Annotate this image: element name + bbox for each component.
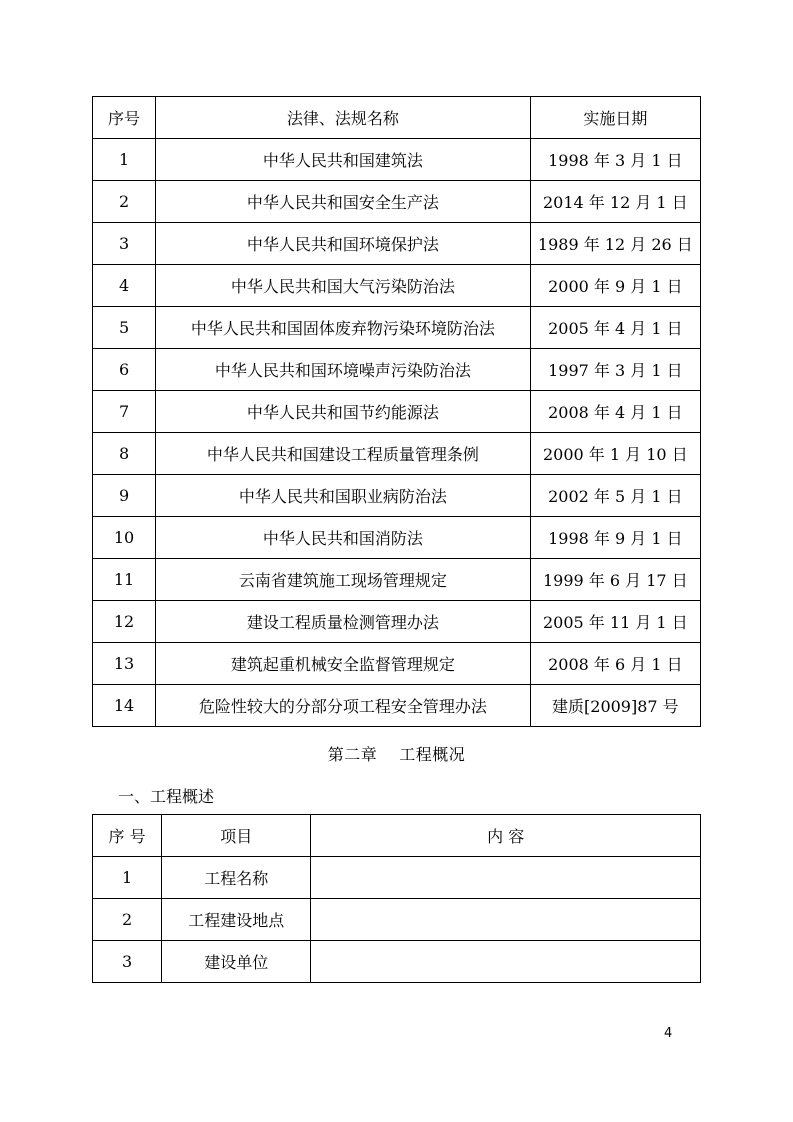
table-row	[93, 559, 701, 601]
item-name: 工程建设地点	[162, 899, 311, 941]
header-content: 内 容	[311, 815, 701, 857]
row-index: 14	[93, 685, 156, 727]
row-index: 3	[93, 223, 156, 265]
effective-date: 2005 年 4 月 1 日	[530, 307, 700, 349]
row-index: 9	[93, 475, 156, 517]
row-index: 1	[93, 139, 156, 181]
row-index: 4	[93, 265, 156, 307]
table-row	[93, 475, 701, 517]
law-name: 中华人民共和国职业病防治法	[156, 475, 531, 517]
law-name: 中华人民共和国建设工程质量管理条例	[156, 433, 531, 475]
section-title: 一、工程概述	[118, 787, 215, 806]
effective-date: 2014 年 12 月 1 日	[530, 181, 700, 223]
table-row	[93, 517, 701, 559]
item-name: 建设单位	[162, 941, 311, 983]
effective-date: 建质[2009]87 号	[530, 685, 700, 727]
table-row	[93, 643, 701, 685]
header-item: 项目	[162, 815, 311, 857]
law-name: 中华人民共和国安全生产法	[156, 181, 531, 223]
header-index: 序 号	[93, 815, 162, 857]
table-row	[93, 857, 701, 899]
effective-date: 1999 年 6 月 17 日	[530, 559, 700, 601]
table-header-row	[93, 815, 701, 857]
row-index: 2	[93, 181, 156, 223]
table-row	[93, 601, 701, 643]
effective-date: 1997 年 3 月 1 日	[530, 349, 700, 391]
row-index: 3	[93, 941, 162, 983]
row-index: 6	[93, 349, 156, 391]
table-row	[93, 349, 701, 391]
table-row	[93, 685, 701, 727]
table-row	[93, 265, 701, 307]
law-name: 中华人民共和国环境噪声污染防治法	[156, 349, 531, 391]
row-index: 13	[93, 643, 156, 685]
laws-regulations-table	[92, 96, 701, 727]
table-header-row	[93, 97, 701, 139]
effective-date: 2008 年 4 月 1 日	[530, 391, 700, 433]
page-number: 4	[664, 1026, 673, 1041]
table-row	[93, 433, 701, 475]
row-index: 1	[93, 857, 162, 899]
table-row	[93, 223, 701, 265]
table-row	[93, 899, 701, 941]
row-index: 7	[93, 391, 156, 433]
law-name: 中华人民共和国大气污染防治法	[156, 265, 531, 307]
effective-date: 2008 年 6 月 1 日	[530, 643, 700, 685]
row-index: 8	[93, 433, 156, 475]
item-content	[311, 857, 701, 899]
row-index: 10	[93, 517, 156, 559]
chapter-title: 第二章 工程概况	[327, 745, 466, 764]
row-index: 2	[93, 899, 162, 941]
header-effective-date: 实施日期	[530, 97, 700, 139]
item-name: 工程名称	[162, 857, 311, 899]
project-overview-table	[92, 814, 701, 983]
item-content	[311, 941, 701, 983]
header-law-name: 法律、法规名称	[156, 97, 531, 139]
row-index: 12	[93, 601, 156, 643]
law-name: 中华人民共和国消防法	[156, 517, 531, 559]
law-name: 中华人民共和国节约能源法	[156, 391, 531, 433]
effective-date: 2005 年 11 月 1 日	[530, 601, 700, 643]
table-row	[93, 139, 701, 181]
law-name: 中华人民共和国环境保护法	[156, 223, 531, 265]
law-name: 建筑起重机械安全监督管理规定	[156, 643, 531, 685]
law-name: 中华人民共和国建筑法	[156, 139, 531, 181]
law-name: 中华人民共和国固体废弃物污染环境防治法	[156, 307, 531, 349]
effective-date: 2000 年 1 月 10 日	[530, 433, 700, 475]
table-row	[93, 307, 701, 349]
law-name: 危险性较大的分部分项工程安全管理办法	[156, 685, 531, 727]
effective-date: 1998 年 3 月 1 日	[530, 139, 700, 181]
table-row	[93, 941, 701, 983]
effective-date: 1989 年 12 月 26 日	[530, 223, 700, 265]
row-index: 11	[93, 559, 156, 601]
effective-date: 2000 年 9 月 1 日	[530, 265, 700, 307]
effective-date: 1998 年 9 月 1 日	[530, 517, 700, 559]
law-name: 建设工程质量检测管理办法	[156, 601, 531, 643]
table-row	[93, 391, 701, 433]
table-row	[93, 181, 701, 223]
item-content	[311, 899, 701, 941]
header-index: 序号	[93, 97, 156, 139]
effective-date: 2002 年 5 月 1 日	[530, 475, 700, 517]
row-index: 5	[93, 307, 156, 349]
law-name: 云南省建筑施工现场管理规定	[156, 559, 531, 601]
